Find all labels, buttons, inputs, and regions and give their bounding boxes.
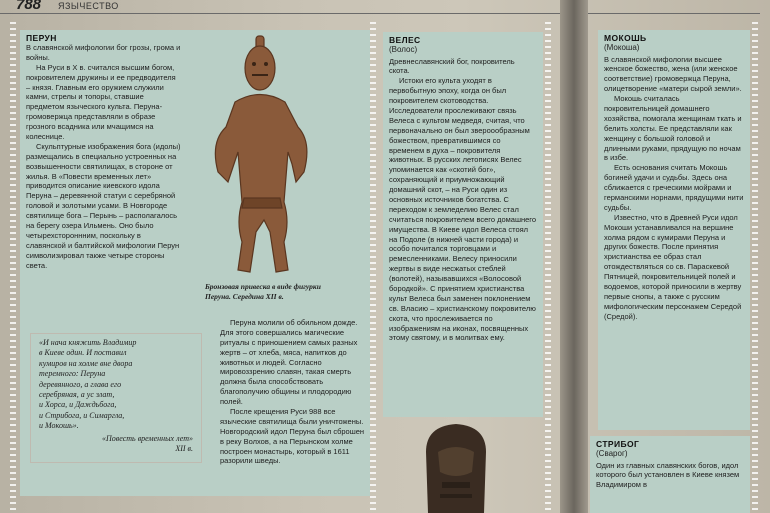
perun-title: ПЕРУН (26, 33, 57, 43)
veles-idol-image (418, 422, 494, 513)
perun-paragraph: После крещения Руси 988 все языческие святилища были уничтожены. Новгородский идол Перуна был сброшен в реку Волхов, а на Перынском холме построен монастырь, который в 1611 разорили шведы. (220, 407, 365, 466)
dotted-divider (545, 22, 551, 513)
mokosh-title: МОКОШЬ (604, 33, 647, 43)
mokosh-paragraph: Есть основания считать Мокошь богиней удачи и судьбы. Здесь она сближается с греческими мойрами и германскими норнами, прядущими нити судьбы. (604, 163, 744, 212)
stribog-subtitle: (Сварог) (596, 449, 628, 458)
dotted-divider (752, 22, 758, 513)
veles-title: ВЕЛЕС (389, 35, 421, 45)
mokosh-paragraph: Мокошь считалась покровительницей домашнего хозяйства, помогала женщинам ткать и белить холсты. Ее представляли как женщину с большой головой и длинными руками, прядущую по ночам в избе. (604, 94, 742, 163)
perun-paragraph: Скульптурные изображения бога (идолы) размещались в специально устроенных на возвышенности святилищах, в стороне от жилья. В «Повести временных лет» приводится описание киевского идола Перуна – деревянной статуи с серебряной головой и золотыми усами. В Новгороде святилище бога – Перынь – располагалось на берегу озера Ильмень. Оно было четырехстороннним, поскольку в славянской и балтийской мифологии Перун символизировал также четыре стороны света. (26, 141, 181, 270)
veles-panel (383, 32, 543, 417)
mokosh-subtitle: (Мокоша) (604, 43, 640, 52)
perun-continuation (220, 318, 365, 498)
perun-paragraph: На Руси в X в. считался высшим богом, покровителем дружины и ее предводителя – князя. Главным его оружием служили камни, стрелы и топоры, ставшие предметом языческого культа. Перуна-громовержца представляли в образе грозного всадника или мчащимся на колеснице. (26, 62, 176, 142)
figurine-caption: Бронзовая привеска в виде фигурки Перуна. Середина XII в. (205, 282, 321, 301)
perun-paragraph: Перуна молили об обильном дожде. Для этого совершались магические ритуалы с приношением самых разных жертв – от хлеба, мяса, напитков до животных и людей. Согласно мировоззрению славян, такая смерть должна была способствовать благополучию общины и плодородию полей. (220, 318, 358, 407)
quote-line: «И нача княжить Владимир (39, 338, 137, 347)
quote-source: «Повесть временных лет» XII в. (102, 433, 193, 453)
dotted-divider (10, 22, 16, 513)
mokosh-paragraph: Известно, что в Древней Руси идол Мокоши устанавливался на вершине холма рядом с кумирами Перуна и других божеств. После принятия христианства ее образ стал отождествляться со св. Параскевой Пятницей, покровительницей полей и водоемов, которой приносили в жертву первые снопы, а также с русским мифологическим персонажем Середой (Средой). (604, 212, 742, 321)
mokosh-panel (598, 30, 750, 430)
veles-subtitle: (Волос) (389, 45, 418, 54)
stribog-panel (590, 436, 750, 513)
veles-paragraph: Древнеславянский бог, покровитель скота. (389, 56, 515, 76)
veles-paragraph: Истоки его культа уходят в первобытную эпоху, когда он был покровителем скотоводства. Исследователи прослеживают связь Велеса с культом медведя, считая, что первоначально он был звероообразным божеством, превратившимся со временем в духа – покровителя животных. В русских летописях Велес упоминается как «скотий бог», сохраняющий и приумножающий домашний скот, – на Руси один из основных источников богатства. С переходом к земледелию Велес стал считаться покровителем всего домашнего имущества. В Киеве идол Велеса стоял на Подоле (в нижней части города) и особо почитался торговцами и ремесленниками. Велесу приносили жертвы в виде несжатых стеблей (волотей), называвшихся «Волосовой бородкой». С принятием христианства культ Велеса был заменен поклонением св. Власию – христианскому покровителю скота, что прослеживается по изображениям на иконах, посвященных этому святому, и в молитвах ему. (389, 76, 537, 343)
perun-figurine-image (200, 32, 330, 280)
quote-line: теремного: Перуна (39, 369, 106, 379)
stribog-paragraph: Один из главных славянских богов, идол которого был установлен в Киеве князем Владимиром в (596, 460, 740, 490)
quote-line: кумиров на холме вне двора (39, 358, 133, 368)
page-header (0, 0, 760, 14)
quote-line: и Хорса, и Даждьбога, (39, 400, 117, 410)
perun-text (26, 43, 181, 270)
page-number: 788 (16, 0, 42, 13)
quote-line: и Мокошь». (39, 421, 79, 431)
quote-line: деревянного, а глава его (39, 379, 122, 389)
quote-line: серебряная, а ус злат, (39, 389, 115, 399)
chronicle-quote (30, 333, 202, 463)
dotted-divider (370, 22, 376, 513)
section-title: ЯЗЫЧЕСТВО (58, 1, 119, 11)
stribog-title: СТРИБОГ (596, 439, 640, 449)
book-spine (560, 0, 588, 513)
quote-line: и Стрибога, и Симаргла, (39, 410, 125, 420)
mokosh-paragraph: В славянской мифологии высшее женское божество, жена (или женское соответствие) громовержца Перуна, олицетворение «матери сырой земли». (604, 54, 742, 94)
quote-line: в Киеве один. И поставил (39, 348, 127, 358)
perun-paragraph: В славянской мифологии бог грозы, грома и войны. (26, 43, 181, 62)
